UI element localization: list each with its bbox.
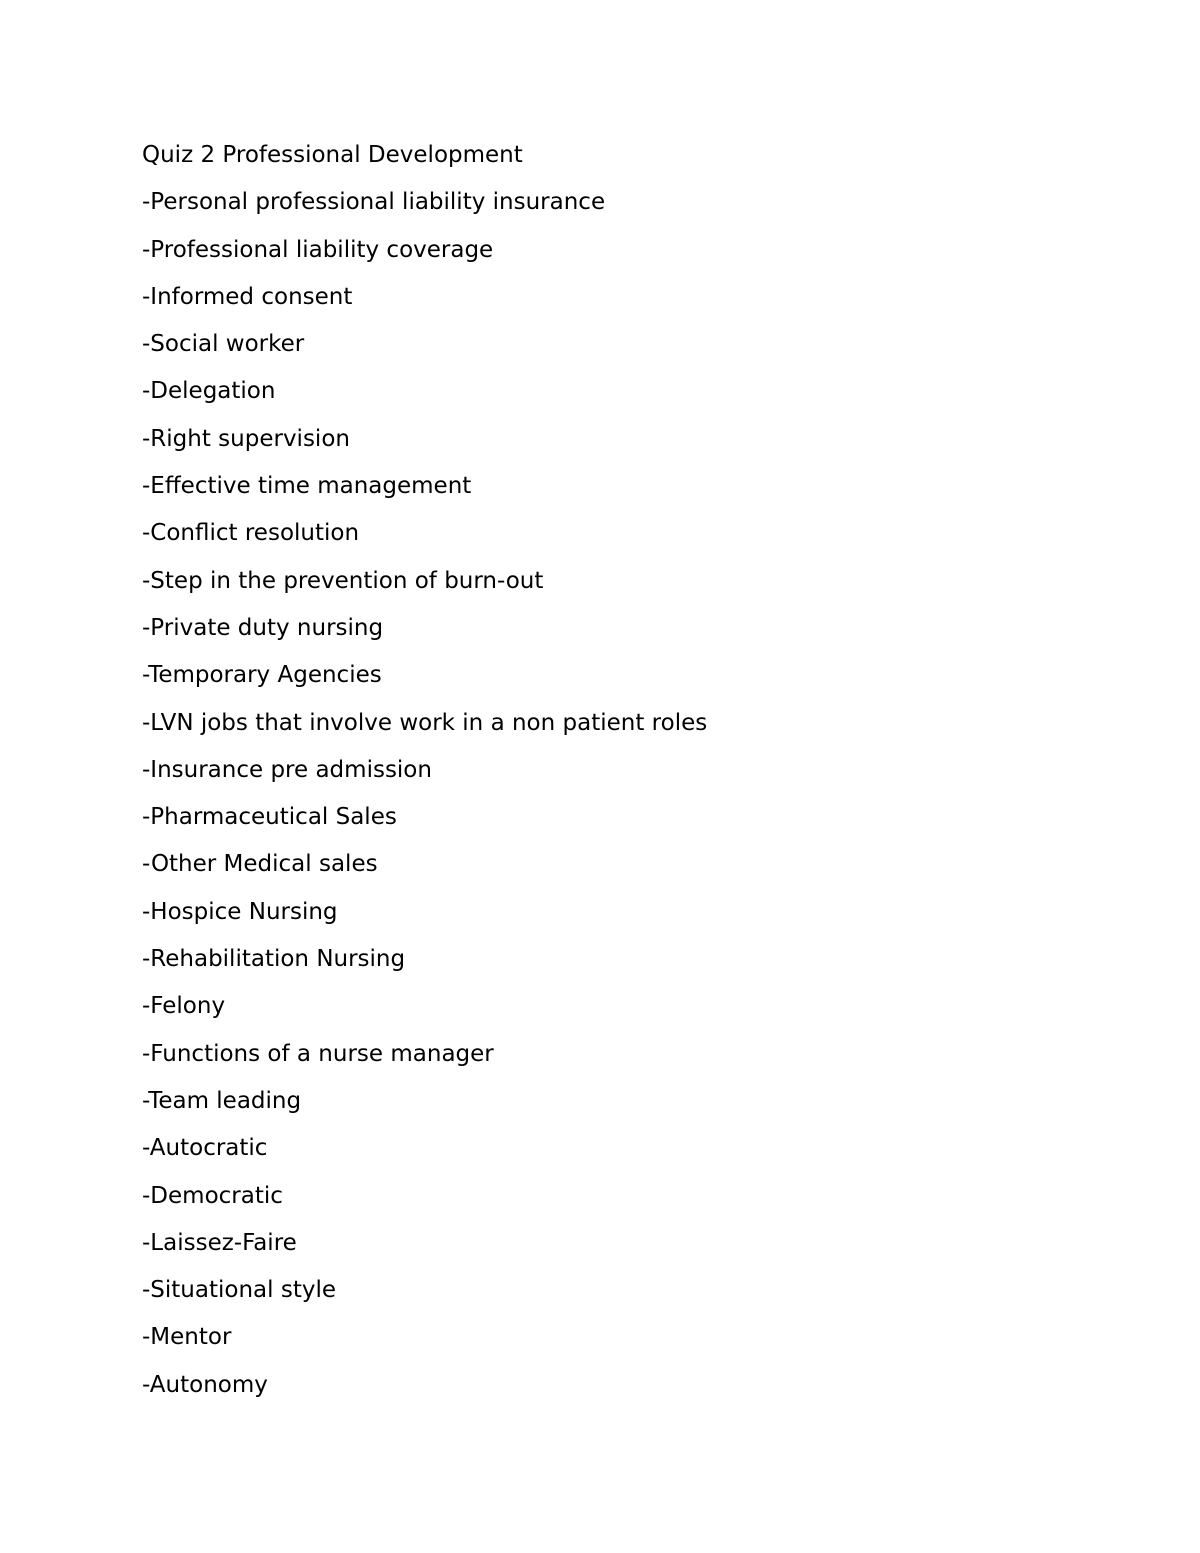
list-item: -Autonomy	[142, 1371, 268, 1398]
list-item: -Private duty nursing	[142, 614, 384, 641]
list-item: -Team leading	[142, 1087, 302, 1114]
list-item: -Democratic	[142, 1182, 283, 1209]
list-item: -Hospice Nursing	[142, 898, 338, 925]
list-item: -Delegation	[142, 378, 276, 405]
list-item: -Insurance pre admission	[142, 756, 432, 783]
list-item: -Functions of a nurse manager	[142, 1040, 494, 1067]
list-item: -Autocratic	[142, 1135, 268, 1162]
document-body	[142, 138, 1122, 1415]
document-title: Quiz 2 Professional Development	[142, 142, 523, 168]
list-item: -Rehabilitation Nursing	[142, 946, 406, 973]
list-item: -Professional liability coverage	[142, 236, 494, 263]
list-item: -Social worker	[142, 331, 305, 358]
list-item: -Mentor	[142, 1324, 232, 1351]
list-item: -Step in the prevention of burn-out	[142, 567, 544, 594]
list-item: -Other Medical sales	[142, 851, 378, 878]
list-item: -Right supervision	[142, 425, 350, 452]
list-item: -Effective time management	[142, 473, 472, 500]
list-item: -Personal professional liability insurance	[142, 189, 606, 216]
list-item: -Conflict resolution	[142, 520, 360, 547]
list-item: -LVN jobs that involve work in a non patient roles	[142, 709, 708, 736]
list-item: -Laissez-Faire	[142, 1229, 297, 1256]
list-item: -Informed consent	[142, 283, 353, 310]
list-item: -Felony	[142, 993, 226, 1020]
list-item: -Temporary Agencies	[142, 662, 382, 689]
list-item: -Pharmaceutical Sales	[142, 804, 397, 831]
list-item: -Situational style	[142, 1277, 336, 1304]
